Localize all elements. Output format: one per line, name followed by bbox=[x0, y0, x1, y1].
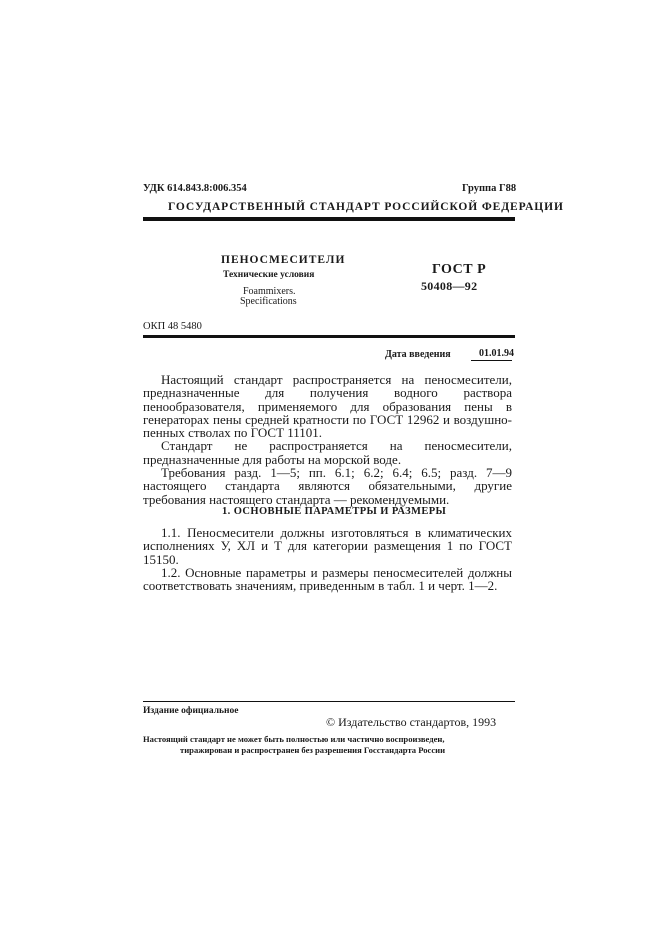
intro-date-label: Дата введения bbox=[385, 349, 451, 360]
intro-text bbox=[143, 373, 512, 506]
section-heading: 1. ОСНОВНЫЕ ПАРАМЕТРЫ И РАЗМЕРЫ bbox=[222, 506, 447, 517]
intro-paragraph-scope: Настоящий стандарт распространяется на пеносмесители, предназначенные для получения водного раствора пенообразователя, применяемого для образования пены в генераторах пены средней кратности по ГОСТ 12962 и воздушно-пенных стволах по ГОСТ 11101. bbox=[143, 372, 512, 441]
copyright-notice: © Издательство стандартов, 1993 bbox=[326, 715, 497, 729]
reproduction-notice-line1: Настоящий стандарт не может быть полностью или частично воспроизведен, bbox=[143, 734, 445, 744]
edition-label: Издание официальное bbox=[143, 706, 239, 716]
intro-date-value: 01.01.94 bbox=[479, 348, 514, 359]
intro-date-underline bbox=[471, 360, 512, 361]
standard-name: ПЕНОСМЕСИТЕЛИ bbox=[221, 254, 346, 266]
gost-label: ГОСТ Р bbox=[432, 262, 487, 277]
footer-rule bbox=[143, 701, 515, 702]
title-rule-thick bbox=[143, 335, 515, 338]
standard-subtitle: Технические условия bbox=[223, 270, 315, 280]
intro-paragraph-requirements: Требования разд. 1—5; пп. 6.1; 6.2; 6.4; 6.5; разд. 7—9 настоящего стандарта являются обязательными, другие требования настоящего стандарта — рекомендуемыми. bbox=[143, 465, 512, 507]
okp-code: ОКП 48 5480 bbox=[143, 321, 202, 332]
clause-1-1: 1.1. Пеносмесители должны изготовляться в климатических исполнениях У, ХЛ и Т для категории размещения 1 по ГОСТ 15150. bbox=[143, 525, 512, 567]
reproduction-notice-line2: тиражирован и распространен без разрешения Госстандарта России bbox=[180, 745, 446, 755]
state-standard-title: ГОСУДАРСТВЕННЫЙ СТАНДАРТ РОССИЙСКОЙ ФЕДЕРАЦИИ bbox=[168, 201, 564, 213]
english-title-line2: Specifications bbox=[240, 296, 297, 307]
gost-number: 50408—92 bbox=[421, 279, 478, 293]
header-rule-thick bbox=[143, 217, 515, 221]
group-code: Группа Г88 bbox=[462, 183, 517, 194]
udk-code: УДК 614.843.8:006.354 bbox=[143, 183, 247, 194]
clause-1-2: 1.2. Основные параметры и размеры пеносмесителей должны соответствовать значениям, приведенным в табл. 1 и черт. 1—2. bbox=[143, 564, 512, 594]
english-title-line1: Foammixers. bbox=[243, 286, 296, 297]
intro-paragraph-exclusion: Стандарт не распространяется на пеносмесители, предназначенные для работы на морской воде. bbox=[143, 438, 512, 467]
section1-text bbox=[143, 526, 512, 592]
